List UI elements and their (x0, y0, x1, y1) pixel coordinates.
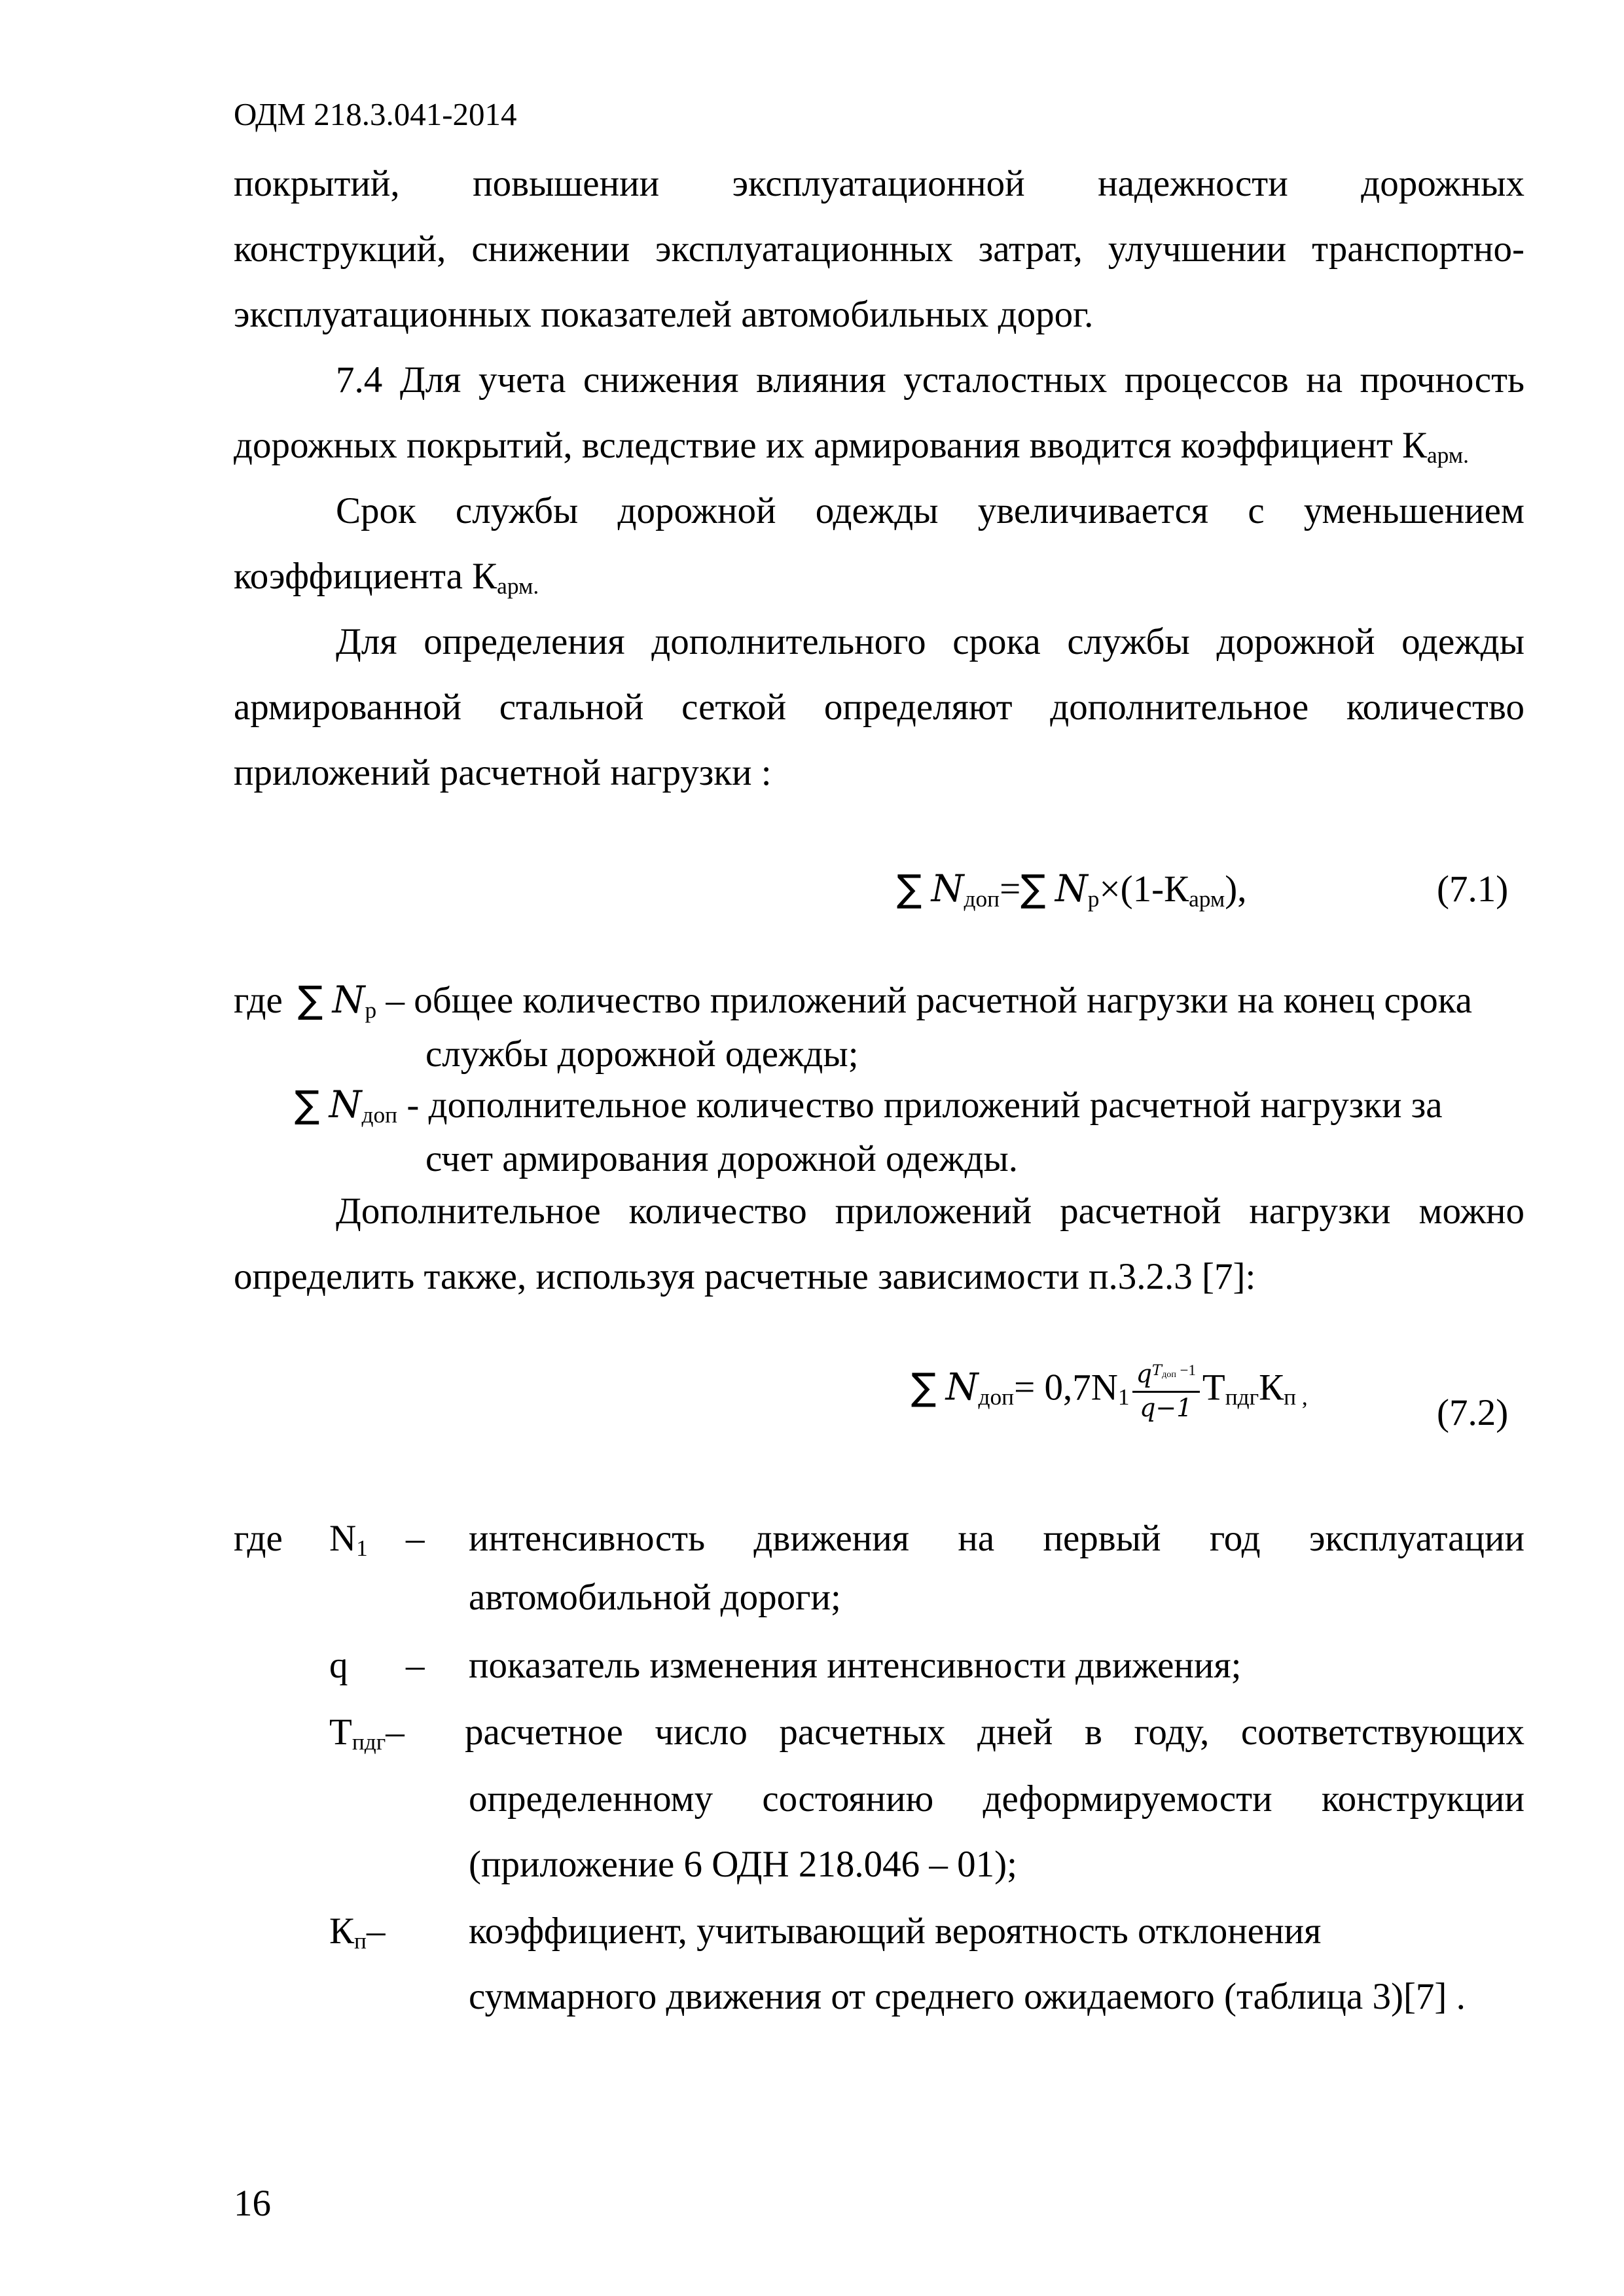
formula-7-2: ∑ Nдоп= 0,7N1 $\frac{q^{Tдоп -1}}{q-1}$ ТпдгКп , (911, 1359, 1308, 1422)
defs2-q-text: показатель изменения интенсивности движения; (469, 1645, 1242, 1686)
para4-line3: приложений расчетной нагрузки : (234, 752, 772, 793)
defs2-t-cont2: (приложение 6 ОДН 218.046 – 01); (469, 1844, 1017, 1885)
para3-line1: Срок службы дорожной одежды увеличивается с уменьшением (336, 490, 1525, 531)
para2-line2: дорожных покрытий, вследствие их армирования вводится коэффициент Карм. (234, 425, 1469, 468)
document-code: ОДМ 218.3.041-2014 (234, 96, 517, 132)
defs2-n1-text: интенсивность движения на первый год эксплуатации (469, 1518, 1525, 1559)
defs2-q-dash: – (406, 1645, 425, 1686)
para5-line1: Дополнительное количество приложений расчетной нагрузки можно (336, 1191, 1525, 1232)
defs2-t-symbol: Тпдг– (329, 1712, 405, 1755)
defs2-k-cont: суммарного движения от среднего ожидаемого (таблица 3)[7] . (469, 1976, 1466, 2017)
defs2-q-symbol: q (329, 1645, 348, 1686)
para1-line1: покрытий, повышении эксплуатационной надежности дорожных (234, 163, 1525, 204)
defs2-k-symbol: Кп– (329, 1910, 386, 1954)
formula-7-1: ∑ Nдоп=∑ Nр×(1-Карм), (897, 867, 1247, 912)
defs1-item1: ∑ Nр – общее количество приложений расчетной нагрузки на конец срока (298, 978, 1472, 1023)
defs2-n1-symbol: N1 (329, 1518, 368, 1561)
para2-line1: 7.4 Для учета снижения влияния усталостных процессов на прочность (336, 359, 1525, 401)
para1-line2: конструкций, снижении эксплуатационных затрат, улучшении транспортно- (234, 228, 1525, 270)
page-number: 16 (234, 2183, 271, 2224)
formula-7-2-number: (7.2) (1437, 1392, 1509, 1433)
para4-line1: Для определения дополнительного срока службы дорожной одежды (336, 621, 1525, 662)
formula-7-2-fraction: $\frac{q^{Tдоп -1}}{q-1}$ (1132, 1361, 1200, 1421)
defs2-t-text: расчетное число расчетных дней в году, соответствующих (465, 1712, 1525, 1753)
defs2-where: где (234, 1518, 283, 1559)
defs2-n1-dash: – (406, 1518, 425, 1559)
defs2-k-text: коэффициент, учитывающий вероятность отклонения (469, 1910, 1322, 1952)
defs1-item1-cont: службы дорожной одежды; (425, 1033, 859, 1075)
formula-7-1-number: (7.1) (1437, 869, 1509, 910)
defs1-item2: ∑ Nдоп - дополнительное количество приложений расчетной нагрузки за (295, 1083, 1443, 1128)
para4-line2: армированной стальной сеткой определяют дополнительное количество (234, 687, 1525, 728)
defs1-where: где (234, 980, 283, 1021)
defs2-t-cont1: определенному состоянию деформируемости конструкции (469, 1778, 1525, 1820)
para1-line3: эксплуатационных показателей автомобильных дорог. (234, 294, 1094, 335)
defs1-item2-cont: счет армирования дорожной одежды. (425, 1138, 1019, 1179)
para3-line2: коэффициента Карм. (234, 556, 539, 599)
para5-line2: определить также, используя расчетные зависимости п.3.2.3 [7]: (234, 1256, 1256, 1297)
defs2-n1-cont: автомобильной дороги; (469, 1577, 841, 1618)
